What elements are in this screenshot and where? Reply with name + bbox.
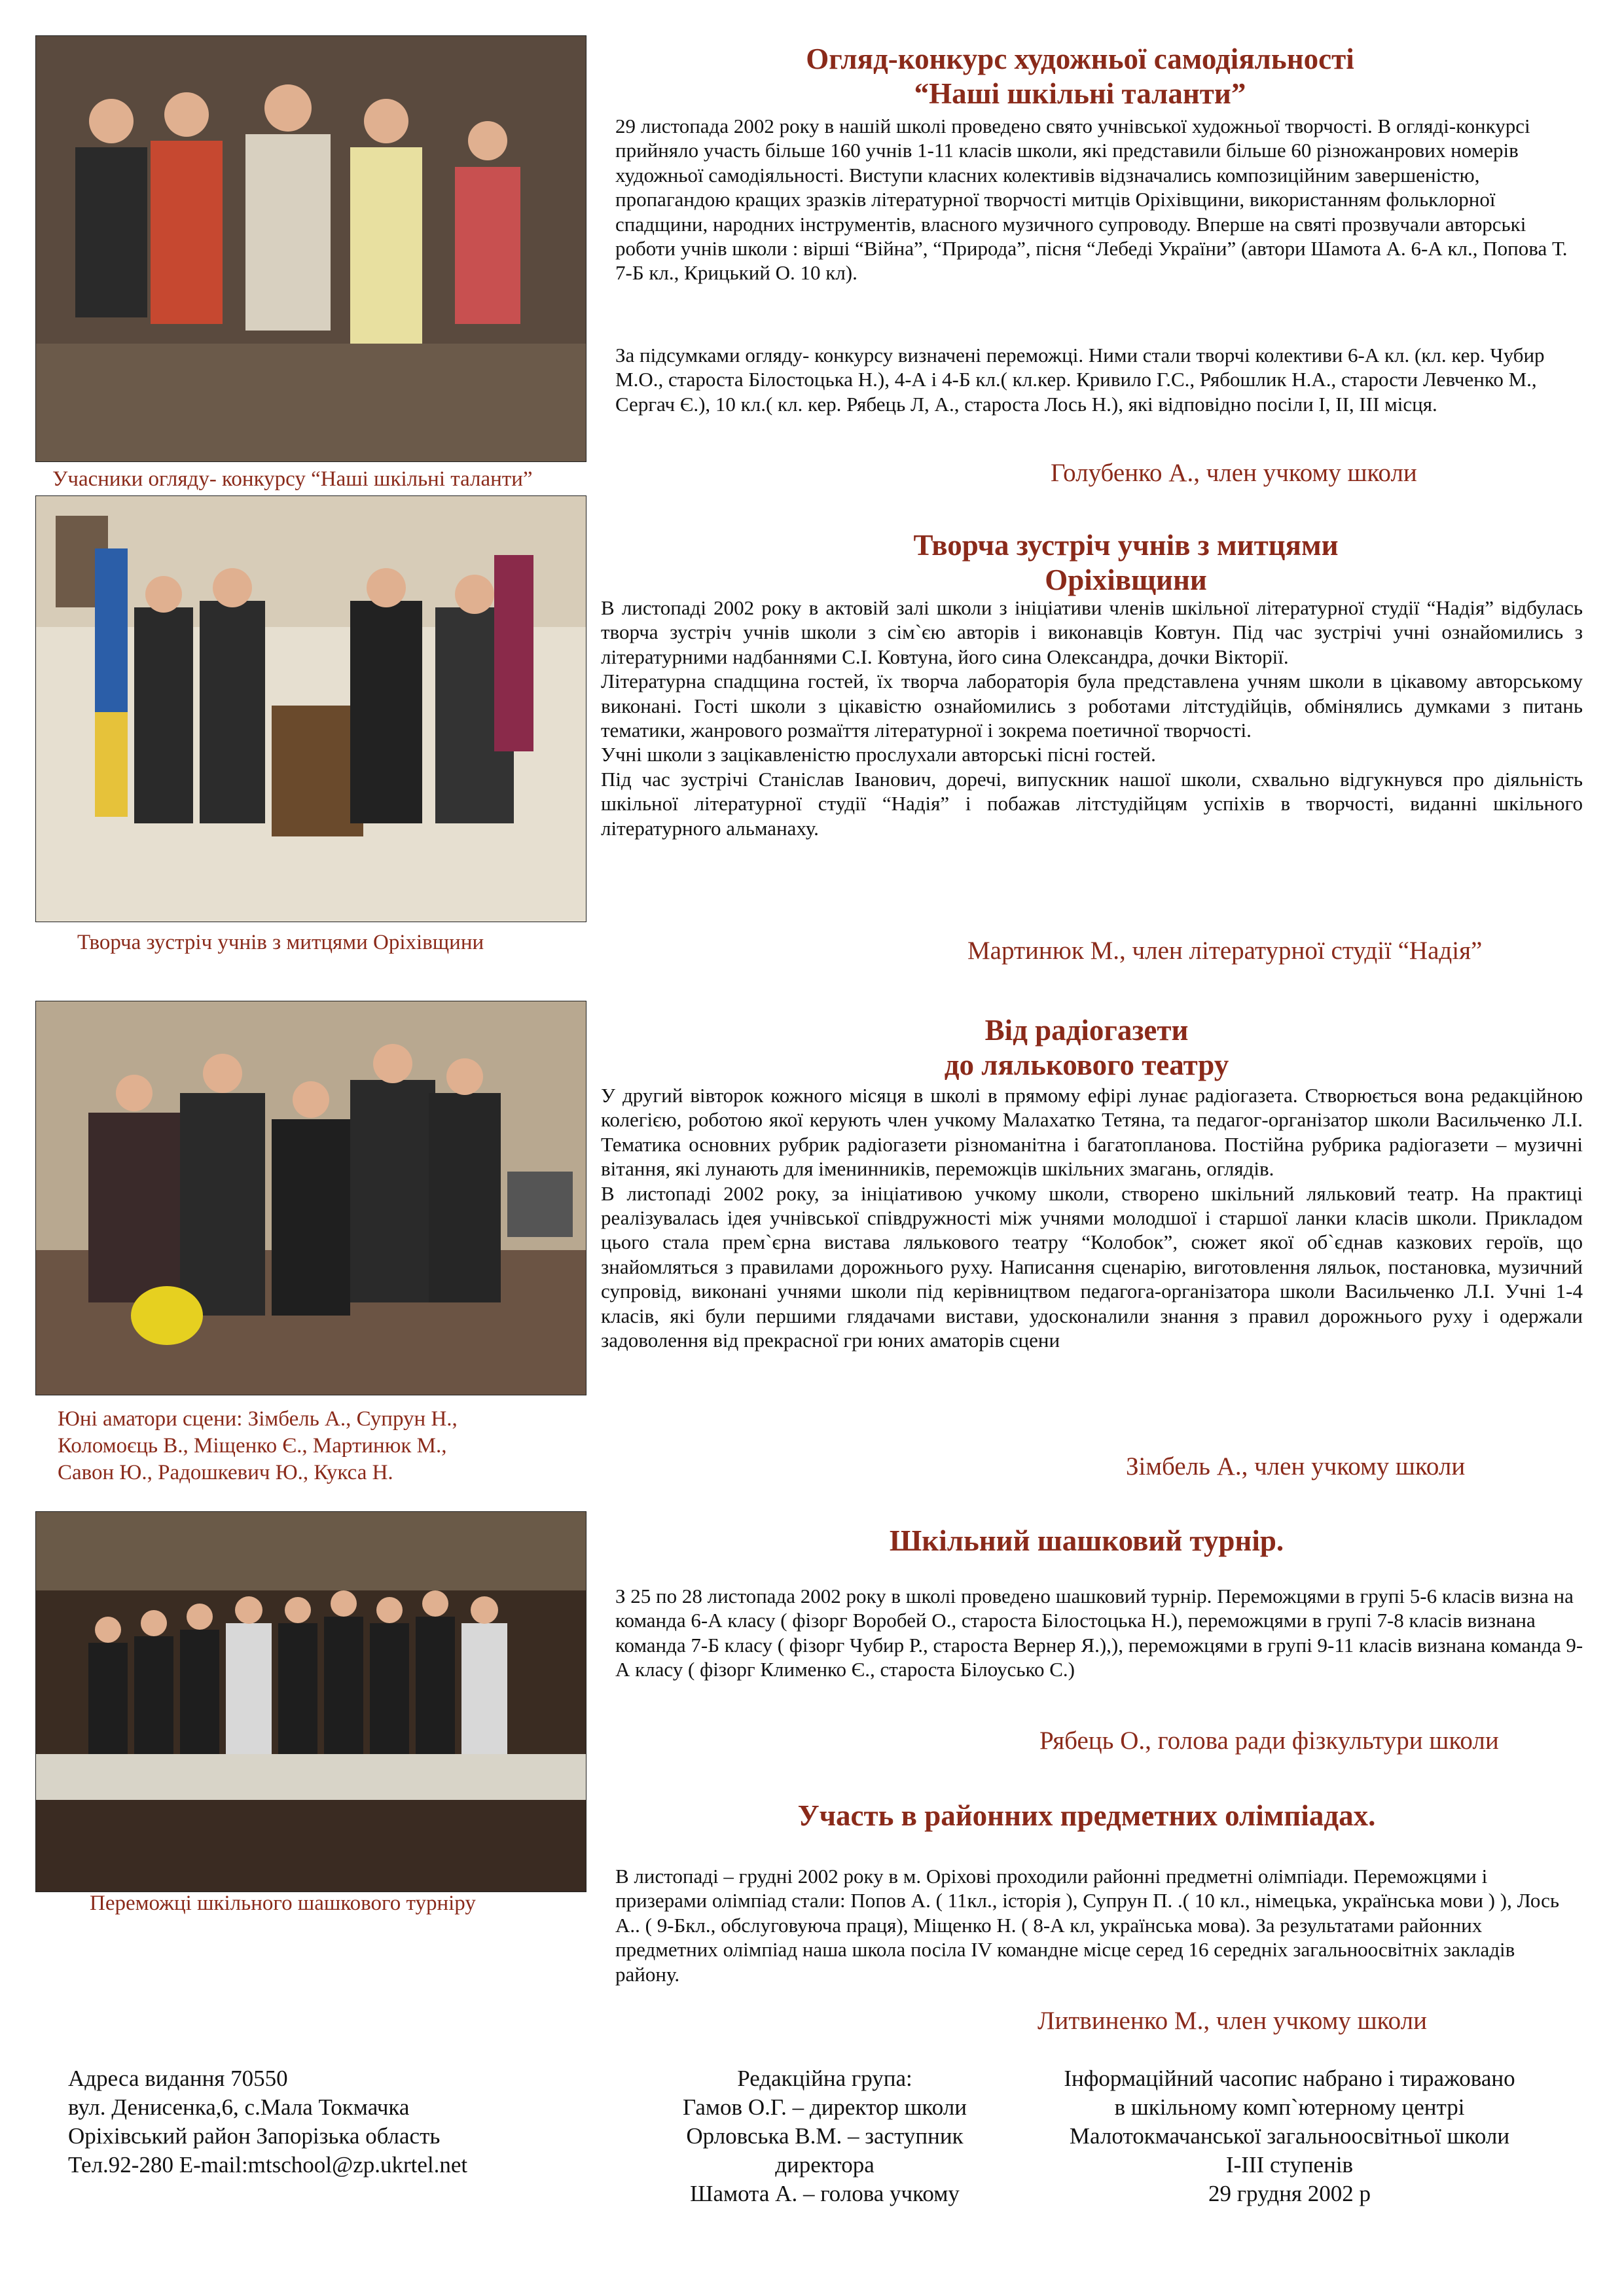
editorial-line: Редакційна група: <box>737 2066 912 2091</box>
section-title-artists-meeting <box>668 528 1584 598</box>
section-title-olympiads <box>628 1799 1545 1833</box>
info-line: І-ІІІ ступенів <box>1225 2152 1354 2178</box>
photo-talent-contest <box>35 35 586 462</box>
title-line: Творча зустріч учнів з митцями <box>913 529 1339 562</box>
photo-artists-meeting <box>35 495 586 922</box>
article-paragraph: Літературна спадщина гостей, їх творча лабораторія була представлена учням школи в цікавому авторському виконані. Гості школи з цікавістю ознайомились з роботами літстудійців, обмінялись думками з питань тематики, жанрового розмаїття літературної і зокрема поетичної творчості. <box>601 670 1583 742</box>
signature: Мартинюк М., член літературної студії “Надія” <box>967 937 1483 965</box>
title-line: Від радіогазети <box>984 1014 1189 1047</box>
caption-line: Юні аматори сцени: Зімбель А., Супрун Н., <box>58 1407 458 1431</box>
address-line: вул. Денисенка,6, с.Мала Токмачка <box>68 2094 410 2120</box>
photo-checkers-tournament <box>35 1511 586 1892</box>
section-title-talent-contest <box>628 42 1532 111</box>
editorial-line: Гамов О.Г. – директор школи <box>683 2094 967 2120</box>
article-body <box>601 596 1583 840</box>
title-line: до лялькового театру <box>944 1049 1229 1081</box>
signature: Голубенко А., член учкому школи <box>1051 459 1417 487</box>
article-paragraph: В листопаді – грудні 2002 року в м. Оріхові проходили районні предметні олімпіади. Переможцями і призерами олімпіад стали: Попов А. ( 11кл., історія ), Супрун П. .( 10 кл., німецька, українська мови ) ), Лось А.. ( 9-Бкл., обслуговуюча праця), Міщенко Н. ( 8-А кл, українська мова). За результатами районних предметних олімпіад наша школа посіла IV командне місце серед 16 середніх загальноосвітніх закладів району. <box>615 1865 1559 1986</box>
footer-info <box>1021 2064 1558 2208</box>
info-line: в шкільному комп`ютерному центрі <box>1114 2094 1465 2120</box>
article-paragraph: З 25 по 28 листопада 2002 року в школі проведено шашковий турнір. Переможцями в групі 5-6 класів визна на команда 6-А класу ( фізорг Воробей О., староста Білостоцька Н.), переможцями в групі 7-8 класів визнана команда 7-Б класу ( фізорг Чубир Р., староста Вернер Я.),), переможцями в групі 9-11 класів визнана команда 9-А класу ( фізорг Клименко Є., староста Білоусько С.) <box>615 1585 1583 1681</box>
address-line: Тел.92-280 E-mail:mtschool@zp.ukrtel.net <box>68 2152 468 2178</box>
footer-editorial <box>628 2064 1021 2208</box>
article-paragraph: В листопаді 2002 року, за ініціативою учкому школи, створено шкільний ляльковий театр. На практиці реалізувалась ідея учнівської співдружності між учнями молодшої і старшої ланки класів школи. Прикладом цього стала прем`єрна вистава лялькового театру “Колобок”, сюжет якої об`єднав казкових героїв, що знайомляться з правилами дорожнього руху. Написання сценарію, виготовлення ляльок, постановка, музичний супровід, виконані учнями школи під керівництвом педагога-організатора школи Васильченко Л.І. Учні 1-4 класів, які були першими глядачами вистави, удосконалили знання з правил дорожнього руху і одержали задоволення від прекрасної гри юних аматорів сцени <box>601 1181 1583 1352</box>
editorial-line: Орловська В.М. – заступник <box>686 2123 964 2149</box>
caption-line: Савон Ю., Радошкевич Ю., Кукса Н. <box>58 1461 393 1484</box>
article-body <box>601 1083 1583 1352</box>
address-line: Оріхівський район Запорізька область <box>68 2123 441 2149</box>
address-line: Адреса видання 70550 <box>68 2066 288 2091</box>
caption-checkers-tournament: Переможці шкільного шашкового турніру <box>90 1892 476 1915</box>
section-title-checkers-tournament <box>628 1524 1545 1558</box>
editorial-line: директора <box>775 2152 875 2178</box>
title-line: Оріхівщини <box>1045 564 1207 596</box>
article-paragraph: Під час зустрічі Станіслав Іванович, доречі, випускник нашої школи, схвально відгукнувся про діяльність шкільної літературної студії “Надія” і побажав літстудійцям успіхів в творчості, виданні шкільного літературного альманаху. <box>601 767 1583 840</box>
info-line: Інформаційний часопис набрано і тиражовано <box>1064 2066 1515 2091</box>
article-paragraph: За підсумками огляду- конкурсу визначені переможці. Ними стали творчі колективи 6-А кл. (кл. кер. Чубир М.О., староста Білостоцька Н.), 4-А і 4-Б кл.( кл.кер. Кривило Г.С., Рябошлик Н.А., старости Левченко М., Сергач Є.), 10 кл.( кл. кер. Рябець Л, А., староста Лось Н.), які відповідно посіли І, ІІ, ІІІ місця. <box>615 344 1545 416</box>
info-line: Малотокмачанської загальноосвітньої школи <box>1069 2123 1510 2149</box>
caption-puppet-theatre <box>58 1406 458 1486</box>
signature: Рябець О., голова ради фізкультури школи <box>1039 1727 1499 1755</box>
title-line: Участь в районних предметних олімпіадах. <box>797 1799 1376 1832</box>
article-paragraph: 29 листопада 2002 року в нашій школі проведено свято учнівської художньої творчості. В огляді-конкурсі прийняло участь більше 160 учнів 1-11 класів школи, які представили більше 60 різножанрових номерів художньої самодіяльності. Виступи класних колективів відзначались композиційним завершеністю, пропагандою кращих зразків літературної творчості митців Оріхівщини, використанням фольклорної спадщини, народних інструментів, власного музичного супроводу. Вперше на святі прозвучали авторські роботи учнів школи : вірші “Війна”, “Природа”, пісня “Лебеді України” (автори Шамота А. 6-А кл., Попова Т. 7-Б кл., Крицький О. 10 кл). <box>615 115 1568 285</box>
signature: Литвиненко М., член учкому школи <box>1038 2007 1427 2035</box>
caption-talent-contest: Учасники огляду- конкурсу “Наші шкільні таланти” <box>52 467 533 491</box>
footer-address <box>68 2064 467 2179</box>
photo-puppet-theatre <box>35 1001 586 1395</box>
signature: Зімбель А., член учкому школи <box>1126 1452 1466 1480</box>
caption-line: Коломоєць В., Міщенко Є., Мартинюк М., <box>58 1434 447 1458</box>
caption-artists-meeting: Творча зустріч учнів з митцями Оріхівщини <box>77 931 484 954</box>
title-line: Шкільний шашковий турнір. <box>889 1524 1284 1557</box>
article-paragraph: В листопаді 2002 року в актовій залі школи з ініціативи членів шкільної літературної студії “Надія” відбулась творча зустріч учнів школи з сім`єю авторів і виконавців Ковтун. Під час зустрічі учні ознайомились з літературними надбаннями С.І. Ковтуна, його сина Олександра, дочки Вікторії. <box>601 596 1583 668</box>
info-line: 29 грудня 2002 р <box>1208 2181 1371 2206</box>
title-line: Огляд-конкурс художньої самодіяльності <box>806 43 1354 75</box>
article-paragraph: Учні школи з зацікавленістю прослухали авторські пісні гостей. <box>601 743 1156 766</box>
editorial-line: Шамота А. – голова учкому <box>690 2181 960 2206</box>
title-line: “Наші шкільні таланти” <box>914 77 1246 110</box>
section-title-puppet-theatre <box>628 1013 1545 1083</box>
article-paragraph: У другий вівторок кожного місяця в школі в прямому ефірі лунає радіогазета. Створюється вона редакційною колегією, роботою якої керують член учкому Малахатко Тетяна, та педагог-організатор школи Васильченко Л.І. Тематика основних рубрик радіогазети різноманітна і багатопланова. Постійна рубрика радіогазети – музичні вітання, які лунають для іменинників, переможців шкільних змагань, оглядів. <box>601 1084 1583 1181</box>
